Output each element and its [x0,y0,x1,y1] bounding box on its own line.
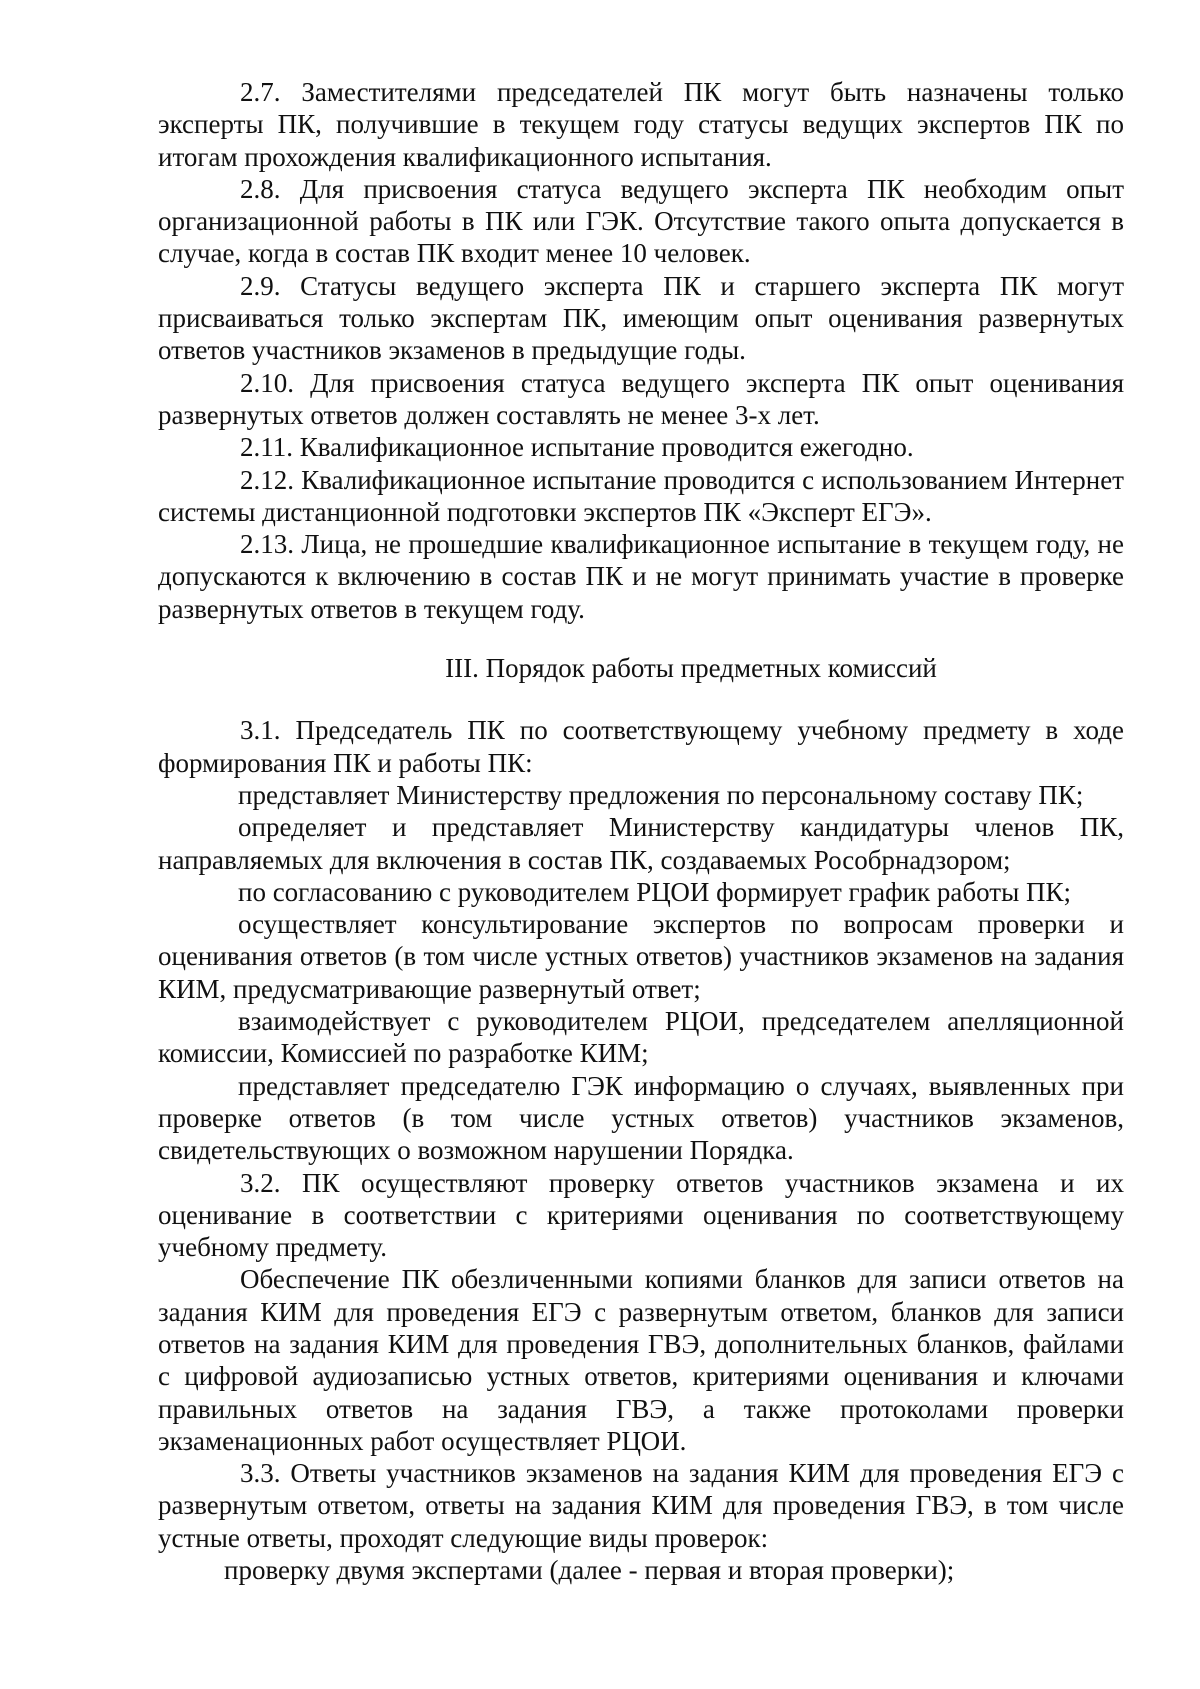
section-3-heading: III. Порядок работы предметных комиссий [445,653,937,684]
paragraph-3-3: 3.3. Ответы участников экзаменов на задания КИМ для проведения ЕГЭ с развернутым ответом, ответы на задания КИМ для проведения ГВЭ, в том числе устные ответы, проходят следующие виды проверок: [158,1458,1124,1553]
paragraph-2-8: 2.8. Для присвоения статуса ведущего эксперта ПК необходим опыт организационной работы в ПК или ГЭК. Отсутствие такого опыта допускается в случае, когда в состав ПК входит менее 10 человек. [158,173,1124,269]
paragraph-3-1-item-1: представляет Министерству предложения по персональному составу ПК; [238,779,1084,810]
paragraph-3-1-item-6: представляет председателю ГЭК информацию о случаях, выявленных при проверке ответов (в том числе устных ответов) участников экзаменов, свидетельствующих о возможном нарушении Порядка. [158,1070,1124,1166]
paragraph-2-12: 2.12. Квалификационное испытание проводится с использованием Интернет системы дистанционной подготовки экспертов ПК «Эксперт ЕГЭ». [158,464,1124,527]
paragraph-3-1-item-4: осуществляет консультирование экспертов по вопросам проверки и оценивания ответов (в том числе устных ответов) участников экзаменов на задания КИМ, предусматривающие развернутый ответ; [158,909,1124,1004]
paragraph-2-9: 2.9. Статусы ведущего эксперта ПК и старшего эксперта ПК могут присваиваться только экспертам ПК, имеющим опыт оценивания развернутых ответов участников экзаменов в предыдущие годы. [158,270,1124,366]
paragraph-3-1-item-3: по согласованию с руководителем РЦОИ формирует график работы ПК; [238,876,1071,907]
paragraph-2-13: 2.13. Лица, не прошедшие квалификационное испытание в текущем году, не допускаются к включению в состав ПК и не могут принимать участие в проверке развернутых ответов в текущем году. [158,529,1124,624]
paragraph-2-7: 2.7. Заместителями председателей ПК могут быть назначены только эксперты ПК, получившие в текущем году статусы ведущих экспертов ПК по итогам прохождения квалификационного испытания. [158,77,1124,172]
paragraph-3-1: 3.1. Председатель ПК по соответствующему учебному предмету в ходе формирования ПК и работы ПК: [158,715,1124,778]
document-page [158,76,1124,1586]
paragraph-2-10: 2.10. Для присвоения статуса ведущего эксперта ПК опыт оценивания развернутых ответов должен составлять не менее 3-х лет. [158,367,1124,430]
paragraph-3-1-item-5: взаимодействует с руководителем РЦОИ, председателем апелляционной комиссии, Комиссией по разработке КИМ; [158,1006,1124,1069]
paragraph-3-2-provision: Обеспечение ПК обезличенными копиями бланков для записи ответов на задания КИМ для проведения ЕГЭ с развернутым ответом, бланков для записи ответов на задания КИМ для проведения ГВЭ, дополнительных бланков, файлами с цифровой аудиозаписью устных ответов, критериями оценивания и ключами правильных ответов на задания ГВЭ, а также протоколами проверки экзаменационных работ осуществляет РЦОИ. [158,1264,1124,1456]
paragraph-3-3-item-1: проверку двумя экспертами (далее - первая и вторая проверки); [224,1555,955,1586]
paragraph-3-1-item-2: определяет и представляет Министерству кандидатуры членов ПК, направляемых для включения в состав ПК, создаваемых Рособрнадзором; [158,812,1124,875]
paragraph-3-2: 3.2. ПК осуществляют проверку ответов участников экзамена и их оценивание в соответствии с критериями оценивания по соответствующему учебному предмету. [158,1167,1124,1263]
paragraph-2-11: 2.11. Квалификационное испытание проводится ежегодно. [240,432,914,463]
